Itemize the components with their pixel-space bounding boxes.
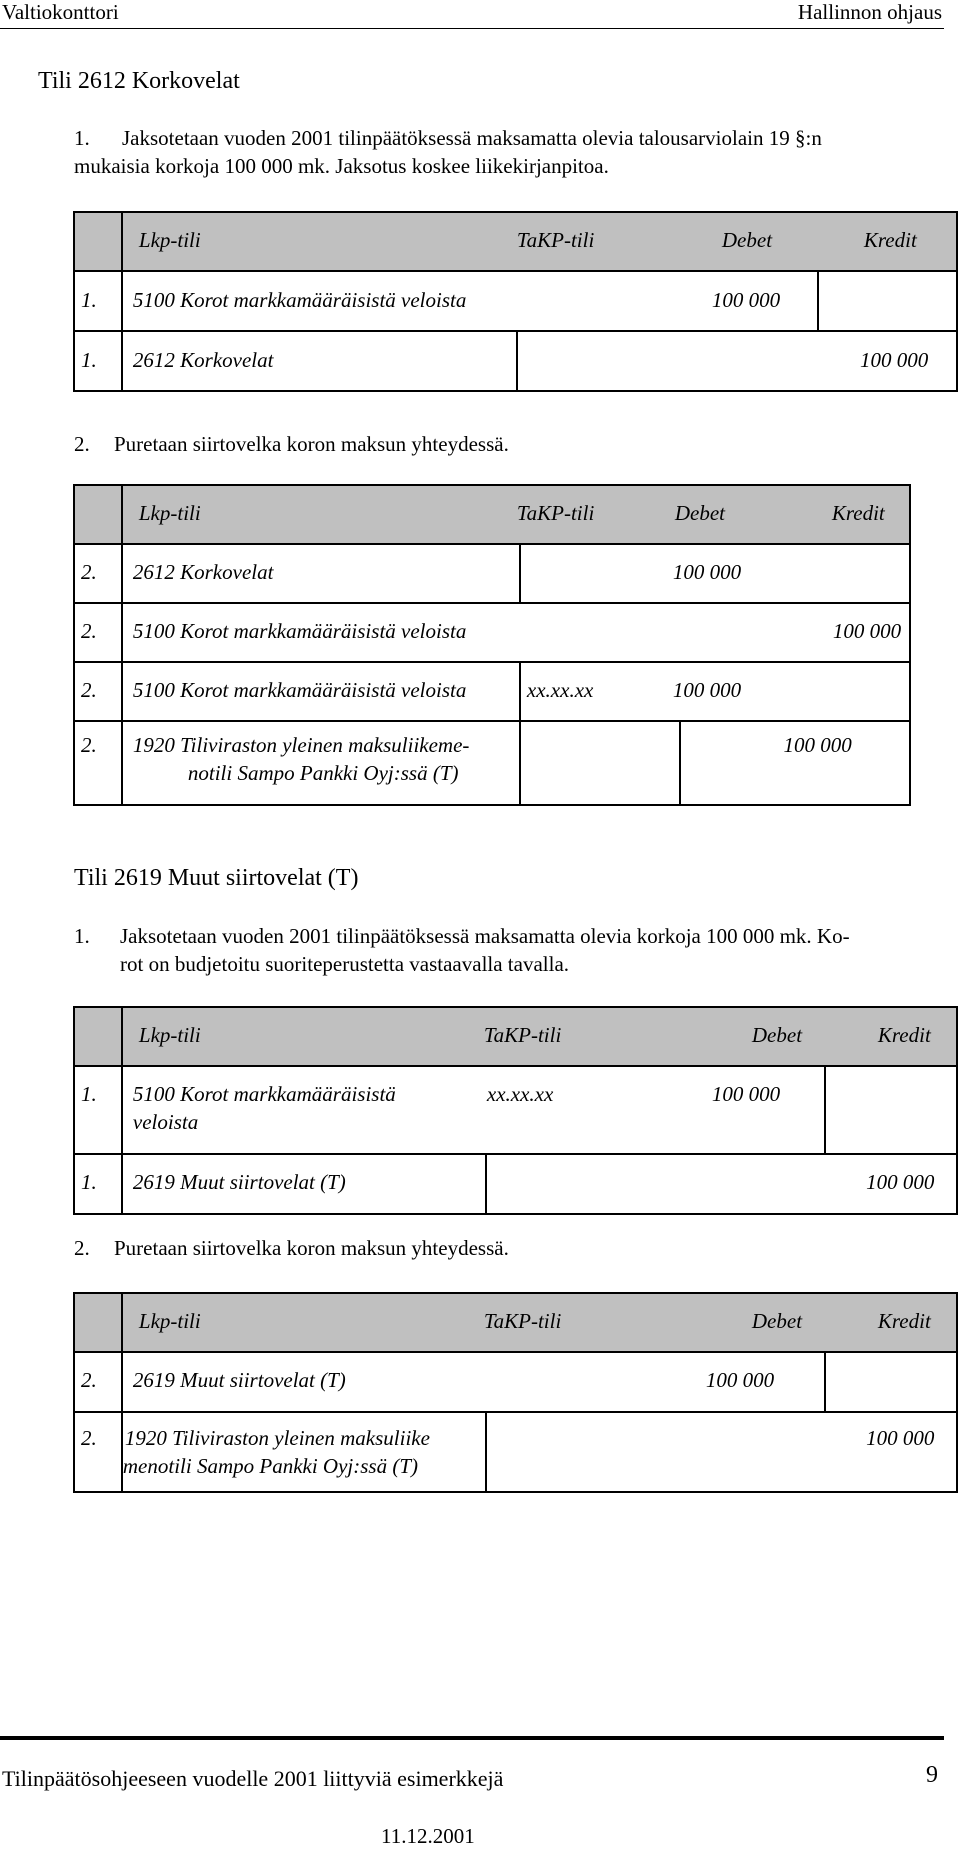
ledger-table-3 xyxy=(73,1006,958,1215)
row-debet: 100 000 xyxy=(711,1082,781,1106)
item-text-line1: Jaksotetaan vuoden 2001 tilinpäätöksessä maksamatta olevia talousarviolain 19 §:n xyxy=(122,126,822,150)
header-organization: Valtiokonttori xyxy=(2,0,119,24)
row-number: 2. xyxy=(81,1368,97,1392)
row-account-line1: 1920 Tiliviraston yleinen maksuliike xyxy=(124,1426,430,1450)
item-text: Puretaan siirtovelka koron maksun yhteydessä. xyxy=(114,1236,509,1260)
header-kredit: Kredit xyxy=(831,501,885,525)
header-debet: Debet xyxy=(751,1309,803,1333)
row-number: 2. xyxy=(81,560,97,584)
header-debet: Debet xyxy=(674,501,726,525)
row-account: 2612 Korkovelat xyxy=(132,348,274,372)
row-kredit: 100 000 xyxy=(866,1426,935,1450)
row-kredit: 100 000 xyxy=(783,733,852,757)
section1-item2 xyxy=(74,430,934,460)
header-divider xyxy=(0,28,944,29)
item-text-line1: Jaksotetaan vuoden 2001 tilinpäätöksessä maksamatta olevia korkoja 100 000 mk. Ko- xyxy=(120,924,850,948)
item-text-line2: mukaisia korkoja 100 000 mk. Jaksotus koskee liikekirjanpitoa. xyxy=(74,154,609,178)
row-account-line1: 1920 Tiliviraston yleinen maksuliikeme- xyxy=(132,733,470,757)
section-title-2612: Tili 2612 Korkovelat xyxy=(38,68,240,94)
header-takp: TaKP-tili xyxy=(483,1309,562,1333)
row-debet: 100 000 xyxy=(672,560,742,584)
row-takp: xx.xx.xx xyxy=(526,678,594,702)
row-number: 2. xyxy=(81,733,97,757)
header-takp: TaKP-tili xyxy=(516,228,595,252)
table-row xyxy=(74,1154,957,1214)
header-kredit: Kredit xyxy=(877,1023,931,1047)
table-header-row xyxy=(74,1007,957,1066)
row-number: 2. xyxy=(81,1426,97,1450)
header-takp: TaKP-tili xyxy=(483,1023,562,1047)
table-row xyxy=(74,721,910,805)
table-row xyxy=(74,603,910,662)
row-account-line1: 5100 Korot markkamääräisistä xyxy=(132,1082,396,1106)
row-kredit: 100 000 xyxy=(859,348,929,372)
table-header-row xyxy=(74,1293,957,1352)
section-title-2619: Tili 2619 Muut siirtovelat (T) xyxy=(74,865,359,891)
item-number: 1. xyxy=(74,924,90,948)
row-account: 2612 Korkovelat xyxy=(132,560,274,584)
row-number: 1. xyxy=(81,288,97,312)
row-debet: 100 000 xyxy=(711,288,781,312)
row-account-line2: veloista xyxy=(132,1110,199,1134)
row-number: 2. xyxy=(81,678,97,702)
header-lkp: Lkp-tili xyxy=(138,228,201,252)
table-row xyxy=(74,271,957,331)
table-row xyxy=(74,1066,957,1154)
footer-date: 11.12.2001 xyxy=(381,1824,475,1848)
item-number: 2. xyxy=(74,1236,90,1260)
item-number: 1. xyxy=(74,126,90,150)
table-row xyxy=(74,1412,957,1492)
table-header-row xyxy=(74,485,910,544)
row-number: 1. xyxy=(81,1082,97,1106)
header-debet: Debet xyxy=(751,1023,803,1047)
header-takp: TaKP-tili xyxy=(516,501,595,525)
item-number: 2. xyxy=(74,432,90,456)
row-account: 5100 Korot markkamääräisistä veloista xyxy=(132,288,467,312)
row-account: 2619 Muut siirtovelat (T) xyxy=(132,1170,346,1194)
row-account-line2: notili Sampo Pankki Oyj:ssä (T) xyxy=(187,761,459,785)
table-header-row xyxy=(74,212,957,271)
table-row xyxy=(74,1352,957,1412)
item-text: Puretaan siirtovelka koron maksun yhteydessä. xyxy=(114,432,509,456)
table-row xyxy=(74,544,910,603)
row-number: 1. xyxy=(81,1170,97,1194)
table-row xyxy=(74,331,957,391)
row-account: 5100 Korot markkamääräisistä veloista xyxy=(132,678,467,702)
ledger-table-4 xyxy=(73,1292,958,1493)
item-text-line2: rot on budjetoitu suoriteperustetta vastaavalla tavalla. xyxy=(120,952,570,976)
row-account: 2619 Muut siirtovelat (T) xyxy=(132,1368,346,1392)
header-kredit: Kredit xyxy=(877,1309,931,1333)
row-account-line2: menotili Sampo Pankki Oyj:ssä (T) xyxy=(122,1454,419,1478)
header-department: Hallinnon ohjaus xyxy=(797,0,942,24)
header-lkp: Lkp-tili xyxy=(138,1309,201,1333)
row-takp: xx.xx.xx xyxy=(486,1082,554,1106)
header-debet: Debet xyxy=(721,228,773,252)
row-number: 2. xyxy=(81,619,97,643)
table-row xyxy=(74,662,910,721)
row-kredit: 100 000 xyxy=(832,619,902,643)
ledger-table-2 xyxy=(73,484,911,806)
row-account: 5100 Korot markkamääräisistä veloista xyxy=(132,619,467,643)
section1-item1 xyxy=(74,124,934,184)
page-number: 9 xyxy=(926,1762,938,1788)
section2-item2 xyxy=(74,1234,934,1264)
ledger-table-1 xyxy=(73,211,958,392)
footer-divider xyxy=(0,1736,944,1740)
row-debet: 100 000 xyxy=(672,678,742,702)
header-kredit: Kredit xyxy=(863,228,917,252)
section2-item1 xyxy=(74,922,934,982)
row-debet: 100 000 xyxy=(705,1368,775,1392)
footer-title: Tilinpäätösohjeeseen vuodelle 2001 liittyviä esimerkkejä xyxy=(2,1766,504,1791)
header-lkp: Lkp-tili xyxy=(138,501,201,525)
row-number: 1. xyxy=(81,348,97,372)
header-lkp: Lkp-tili xyxy=(138,1023,201,1047)
row-kredit: 100 000 xyxy=(866,1170,935,1194)
